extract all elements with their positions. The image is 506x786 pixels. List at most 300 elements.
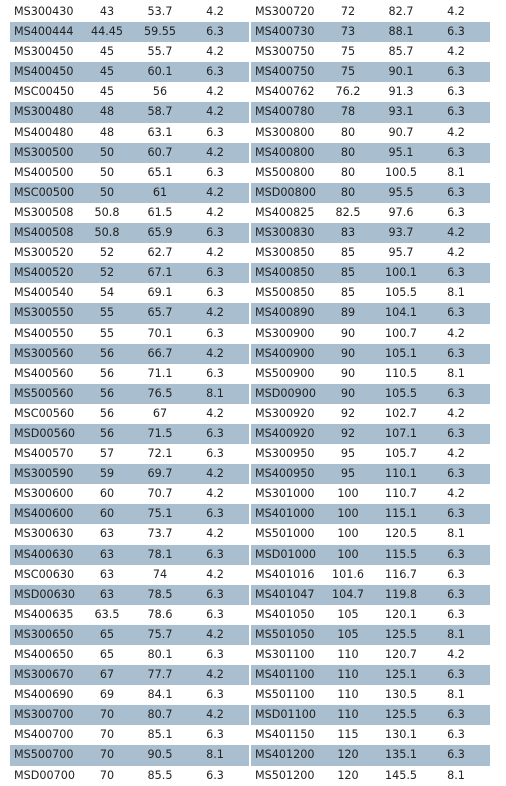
part-number: MS400520 <box>14 266 74 280</box>
table-row <box>251 123 490 143</box>
table-row <box>10 223 249 243</box>
table-cell: 95 <box>340 447 356 461</box>
part-number: MS400570 <box>14 447 74 461</box>
part-number: MS300920 <box>255 406 315 420</box>
table-cell: 6.3 <box>206 768 224 782</box>
table-cell: 62.7 <box>147 246 173 260</box>
table-row <box>251 645 490 665</box>
table-cell: 67.1 <box>147 266 173 280</box>
table-cell: 6.3 <box>206 165 224 179</box>
part-number: MS500800 <box>255 165 315 179</box>
table-cell: 105 <box>337 627 359 641</box>
table-cell: 4.2 <box>206 5 224 18</box>
table-cell: 97.6 <box>388 205 414 219</box>
part-number: MS400890 <box>255 306 315 320</box>
table-cell: 6.3 <box>447 386 465 400</box>
table-cell: 45 <box>99 45 115 59</box>
table-cell: 4.2 <box>206 246 224 260</box>
table-row <box>251 685 490 705</box>
table-cell: 70 <box>99 728 115 742</box>
part-number: MS401050 <box>255 607 315 621</box>
table-cell: 85.1 <box>147 728 173 742</box>
table-cell: 52 <box>99 246 115 260</box>
table-cell: 70.7 <box>147 487 173 501</box>
table-cell: 130.1 <box>384 728 418 742</box>
part-number: MS300670 <box>14 668 74 682</box>
table-row <box>10 62 249 82</box>
table-cell: 80.7 <box>147 708 173 722</box>
table-cell: 6.3 <box>206 688 224 702</box>
part-number: MS300950 <box>255 447 315 461</box>
table-cell: 4.2 <box>206 567 224 581</box>
table-cell: 60 <box>99 507 115 521</box>
table-cell: 85 <box>340 246 356 260</box>
table-cell: 110 <box>337 668 359 682</box>
part-number: MS400900 <box>255 346 315 360</box>
table-row <box>10 143 249 163</box>
table-cell: 6.3 <box>447 25 465 39</box>
table-cell: 65.1 <box>147 165 173 179</box>
table-cell: 55.7 <box>147 45 173 59</box>
table-cell: 72.1 <box>147 447 173 461</box>
table-cell: 57 <box>99 447 115 461</box>
table-cell: 105.7 <box>384 447 418 461</box>
table-row <box>251 62 490 82</box>
table-cell: 100.7 <box>384 326 418 340</box>
table-cell: 83 <box>340 226 356 240</box>
part-number: MS400730 <box>255 25 315 39</box>
part-number: MS300700 <box>14 708 74 722</box>
table-row <box>251 82 490 102</box>
part-number: MS401016 <box>255 567 315 581</box>
part-number: MSC00500 <box>14 185 75 199</box>
table-cell: 4.2 <box>206 145 224 159</box>
table-cell: 115.5 <box>384 547 418 561</box>
table-cell: 6.3 <box>447 306 465 320</box>
table-row <box>10 384 249 404</box>
table-row <box>10 123 249 143</box>
part-number: MS300550 <box>14 306 74 320</box>
part-number: MS300800 <box>255 125 315 139</box>
table-cell: 90 <box>340 326 356 340</box>
table-cell: 105 <box>337 607 359 621</box>
table-cell: 4.2 <box>447 246 465 260</box>
part-number: MS500850 <box>255 286 315 300</box>
table-cell: 4.2 <box>206 105 224 119</box>
table-cell: 6.3 <box>447 85 465 99</box>
table-cell: 110 <box>337 708 359 722</box>
table-row <box>251 444 490 464</box>
table-cell: 78.6 <box>147 607 173 621</box>
table-cell: 82.7 <box>388 5 414 18</box>
table-cell: 120.7 <box>384 648 418 661</box>
part-number: MS400850 <box>255 266 315 280</box>
table-row <box>251 665 490 685</box>
table-cell: 107.1 <box>384 426 418 440</box>
table-cell: 78.1 <box>147 547 173 561</box>
part-number: MS400750 <box>255 65 315 79</box>
table-cell: 61 <box>152 185 168 199</box>
table-cell: 6.3 <box>447 145 465 159</box>
part-number: MSD00800 <box>255 185 316 199</box>
table-cell: 44.45 <box>90 25 124 39</box>
part-number: MS400508 <box>14 226 74 240</box>
table-cell: 8.1 <box>206 748 224 762</box>
table-row <box>251 42 490 62</box>
part-number: MS501200 <box>255 768 315 782</box>
part-number: MSD00560 <box>14 426 75 440</box>
table-cell: 80 <box>340 125 356 139</box>
table-cell: 8.1 <box>447 768 465 782</box>
table-cell: 61.5 <box>147 205 173 219</box>
table-cell: 100 <box>337 527 359 541</box>
part-number: MS300850 <box>255 246 315 260</box>
table-cell: 56 <box>99 366 115 380</box>
table-cell: 4.2 <box>206 346 224 360</box>
table-row <box>251 524 490 544</box>
table-row <box>10 464 249 484</box>
table-cell: 95 <box>340 467 356 481</box>
part-number: MSD01000 <box>255 547 316 561</box>
table-cell: 6.3 <box>206 728 224 742</box>
table-row <box>10 183 249 203</box>
table-cell: 100 <box>337 507 359 521</box>
table-cell: 76.5 <box>147 386 173 400</box>
table-row <box>251 22 490 42</box>
table-row <box>251 625 490 645</box>
table-row <box>251 545 490 565</box>
table-cell: 4.2 <box>206 627 224 641</box>
part-number: MSC00560 <box>14 406 75 420</box>
table-row <box>10 625 249 645</box>
table-row <box>251 464 490 484</box>
table-row <box>251 565 490 585</box>
table-cell: 63.5 <box>94 607 120 621</box>
table-cell: 4.2 <box>206 85 224 99</box>
table-row <box>251 203 490 223</box>
table-cell: 6.3 <box>447 708 465 722</box>
table-cell: 45 <box>99 85 115 99</box>
part-number: MS400825 <box>255 205 315 219</box>
table-cell: 125.5 <box>384 708 418 722</box>
table-cell: 48 <box>99 105 115 119</box>
table-row <box>10 444 249 464</box>
table-cell: 6.3 <box>206 587 224 601</box>
table-cell: 56 <box>99 386 115 400</box>
table-cell: 45 <box>99 65 115 79</box>
part-number: MS300590 <box>14 467 74 481</box>
table-cell: 93.7 <box>388 226 414 240</box>
table-cell: 50 <box>99 145 115 159</box>
table-cell: 110.7 <box>384 487 418 501</box>
table-cell: 115.1 <box>384 507 418 521</box>
table-row <box>10 324 249 344</box>
table-cell: 60 <box>99 487 115 501</box>
part-number: MS300430 <box>14 5 74 18</box>
table-row <box>10 585 249 605</box>
part-number: MS400690 <box>14 688 74 702</box>
table-cell: 58.7 <box>147 105 173 119</box>
table-cell: 69.1 <box>147 286 173 300</box>
part-number: MS400600 <box>14 507 74 521</box>
table-cell: 90.5 <box>147 748 173 762</box>
table-cell: 6.3 <box>206 125 224 139</box>
table-cell: 145.5 <box>384 768 418 782</box>
table-row <box>10 82 249 102</box>
table-cell: 130.5 <box>384 688 418 702</box>
table-row <box>10 725 249 745</box>
part-number: MS401000 <box>255 507 315 521</box>
table-row <box>251 163 490 183</box>
table-cell: 4.2 <box>206 205 224 219</box>
table-row <box>251 705 490 725</box>
table-cell: 8.1 <box>447 527 465 541</box>
table-cell: 70.1 <box>147 326 173 340</box>
table-cell: 6.3 <box>447 205 465 219</box>
table-row <box>251 223 490 243</box>
table-cell: 88.1 <box>388 25 414 39</box>
table-cell: 63 <box>99 547 115 561</box>
part-number: MS301100 <box>255 648 315 661</box>
part-number: MSC00450 <box>14 85 75 99</box>
table-cell: 56 <box>152 85 168 99</box>
table-row <box>251 424 490 444</box>
table-cell: 71.5 <box>147 426 173 440</box>
table-cell: 4.2 <box>447 125 465 139</box>
part-number: MS300500 <box>14 145 74 159</box>
table-cell: 4.2 <box>447 406 465 420</box>
table-cell: 8.1 <box>447 366 465 380</box>
table-cell: 92 <box>340 406 356 420</box>
table-cell: 91.3 <box>388 85 414 99</box>
part-number: MS300450 <box>14 45 74 59</box>
table-cell: 102.7 <box>384 406 418 420</box>
part-number: MS300480 <box>14 105 74 119</box>
table-cell: 63 <box>99 527 115 541</box>
table-row <box>10 163 249 183</box>
table-row <box>251 605 490 625</box>
table-cell: 6.3 <box>206 286 224 300</box>
table-cell: 73 <box>340 25 356 39</box>
table-cell: 4.2 <box>447 5 465 18</box>
table-cell: 6.3 <box>447 507 465 521</box>
table-row <box>10 605 249 625</box>
table-row <box>251 183 490 203</box>
part-number: MS400950 <box>255 467 315 481</box>
table-cell: 74 <box>152 567 168 581</box>
part-number: MS400560 <box>14 366 74 380</box>
table-cell: 89 <box>340 306 356 320</box>
table-row <box>251 504 490 524</box>
table-cell: 4.2 <box>447 326 465 340</box>
table-row <box>251 404 490 424</box>
table-cell: 67 <box>152 406 168 420</box>
table-cell: 6.3 <box>206 266 224 280</box>
table-cell: 50.8 <box>94 226 120 240</box>
table-cell: 90 <box>340 346 356 360</box>
table-cell: 105.1 <box>384 346 418 360</box>
table-cell: 120 <box>337 768 359 782</box>
table-cell: 90 <box>340 366 356 380</box>
table-cell: 120 <box>337 748 359 762</box>
table-cell: 6.3 <box>447 467 465 481</box>
table-cell: 8.1 <box>447 688 465 702</box>
table-cell: 6.3 <box>447 587 465 601</box>
part-number: MS300750 <box>255 45 315 59</box>
table-cell: 85.5 <box>147 768 173 782</box>
part-number: MS300830 <box>255 226 315 240</box>
table-cell: 104.1 <box>384 306 418 320</box>
table-cell: 75.7 <box>147 627 173 641</box>
table-row <box>251 283 490 303</box>
part-number: MSD00900 <box>255 386 316 400</box>
table-cell: 6.3 <box>447 105 465 119</box>
table-row <box>10 303 249 323</box>
table-cell: 50.8 <box>94 205 120 219</box>
table-cell: 110 <box>337 688 359 702</box>
table-cell: 69.7 <box>147 467 173 481</box>
table-cell: 56 <box>99 426 115 440</box>
table-cell: 95.7 <box>388 246 414 260</box>
table-cell: 135.1 <box>384 748 418 762</box>
part-number: MSD00630 <box>14 587 75 601</box>
table-cell: 6.3 <box>206 25 224 39</box>
table-cell: 8.1 <box>447 165 465 179</box>
table-row <box>10 565 249 585</box>
part-number: MS400630 <box>14 547 74 561</box>
table-row <box>251 143 490 163</box>
table-row <box>10 504 249 524</box>
table-cell: 6.3 <box>206 507 224 521</box>
table-cell: 52 <box>99 266 115 280</box>
table-cell: 6.3 <box>206 226 224 240</box>
table-cell: 53.7 <box>147 5 173 18</box>
part-number: MS400920 <box>255 426 315 440</box>
table-cell: 4.2 <box>447 226 465 240</box>
table-cell: 105.5 <box>384 386 418 400</box>
table-cell: 6.3 <box>206 648 224 661</box>
table-cell: 80 <box>340 185 356 199</box>
table-cell: 110.1 <box>384 467 418 481</box>
table-cell: 101.6 <box>331 567 365 581</box>
table-cell: 4.2 <box>206 185 224 199</box>
table-cell: 65.9 <box>147 226 173 240</box>
table-cell: 70 <box>99 748 115 762</box>
table-cell: 4.2 <box>206 708 224 722</box>
table-cell: 6.3 <box>447 748 465 762</box>
table-cell: 55 <box>99 326 115 340</box>
table-cell: 100 <box>337 547 359 561</box>
table-cell: 63 <box>99 587 115 601</box>
table-cell: 6.3 <box>206 426 224 440</box>
table-cell: 6.3 <box>206 326 224 340</box>
table-row <box>10 263 249 283</box>
table-row <box>251 745 490 765</box>
table-cell: 56 <box>99 346 115 360</box>
table-cell: 116.7 <box>384 567 418 581</box>
table-cell: 104.7 <box>331 587 365 601</box>
part-number: MS400450 <box>14 65 74 79</box>
table-cell: 60.1 <box>147 65 173 79</box>
table-row <box>251 263 490 283</box>
part-number: MS401100 <box>255 668 315 682</box>
table-cell: 4.2 <box>447 45 465 59</box>
table-row <box>251 766 490 786</box>
part-number: MS401047 <box>255 587 315 601</box>
table-row <box>251 303 490 323</box>
part-number: MS300720 <box>255 5 315 18</box>
table-cell: 8.1 <box>206 386 224 400</box>
table-cell: 65 <box>99 648 115 661</box>
table-cell: 78 <box>340 105 356 119</box>
part-number: MS400650 <box>14 648 74 661</box>
part-number: MS400550 <box>14 326 74 340</box>
table-cell: 6.3 <box>447 668 465 682</box>
table-cell: 100 <box>337 487 359 501</box>
part-number: MS400635 <box>14 607 74 621</box>
table-cell: 4.2 <box>206 487 224 501</box>
table-cell: 6.3 <box>206 366 224 380</box>
table-cell: 125.5 <box>384 627 418 641</box>
table-row <box>251 102 490 122</box>
table-row <box>10 545 249 565</box>
table-cell: 80.1 <box>147 648 173 661</box>
table-row <box>251 384 490 404</box>
table-cell: 93.1 <box>388 105 414 119</box>
table-cell: 73.7 <box>147 527 173 541</box>
table-cell: 50 <box>99 185 115 199</box>
table-cell: 92 <box>340 426 356 440</box>
table-cell: 80 <box>340 145 356 159</box>
table-cell: 85.7 <box>388 45 414 59</box>
table-cell: 6.3 <box>447 65 465 79</box>
table-row <box>251 484 490 504</box>
table-cell: 55 <box>99 306 115 320</box>
part-number: MS301000 <box>255 487 315 501</box>
table-row <box>10 243 249 263</box>
table-row <box>10 283 249 303</box>
part-number: MS501050 <box>255 627 315 641</box>
table-cell: 69 <box>99 688 115 702</box>
table-row <box>10 524 249 544</box>
part-number: MS400780 <box>255 105 315 119</box>
table-row <box>10 705 249 725</box>
table-row <box>10 22 249 42</box>
table-row <box>10 344 249 364</box>
table-right <box>251 2 492 786</box>
table-cell: 76.2 <box>335 85 361 99</box>
table-cell: 70 <box>99 768 115 782</box>
part-number: MS300600 <box>14 487 74 501</box>
table-cell: 71.1 <box>147 366 173 380</box>
table-cell: 80 <box>340 165 356 179</box>
part-number: MSD00700 <box>14 768 75 782</box>
table-cell: 6.3 <box>447 266 465 280</box>
table-cell: 119.8 <box>384 587 418 601</box>
table-cell: 4.2 <box>206 527 224 541</box>
part-number: MSC00630 <box>14 567 75 581</box>
part-number: MS500700 <box>14 748 74 762</box>
table-cell: 125.1 <box>384 668 418 682</box>
table-row <box>10 42 249 62</box>
table-row <box>251 243 490 263</box>
table-row <box>10 203 249 223</box>
table-cell: 90 <box>340 386 356 400</box>
table-cell: 6.3 <box>447 185 465 199</box>
table-cell: 6.3 <box>447 728 465 742</box>
table-row <box>10 766 249 786</box>
spec-tables <box>10 2 492 782</box>
